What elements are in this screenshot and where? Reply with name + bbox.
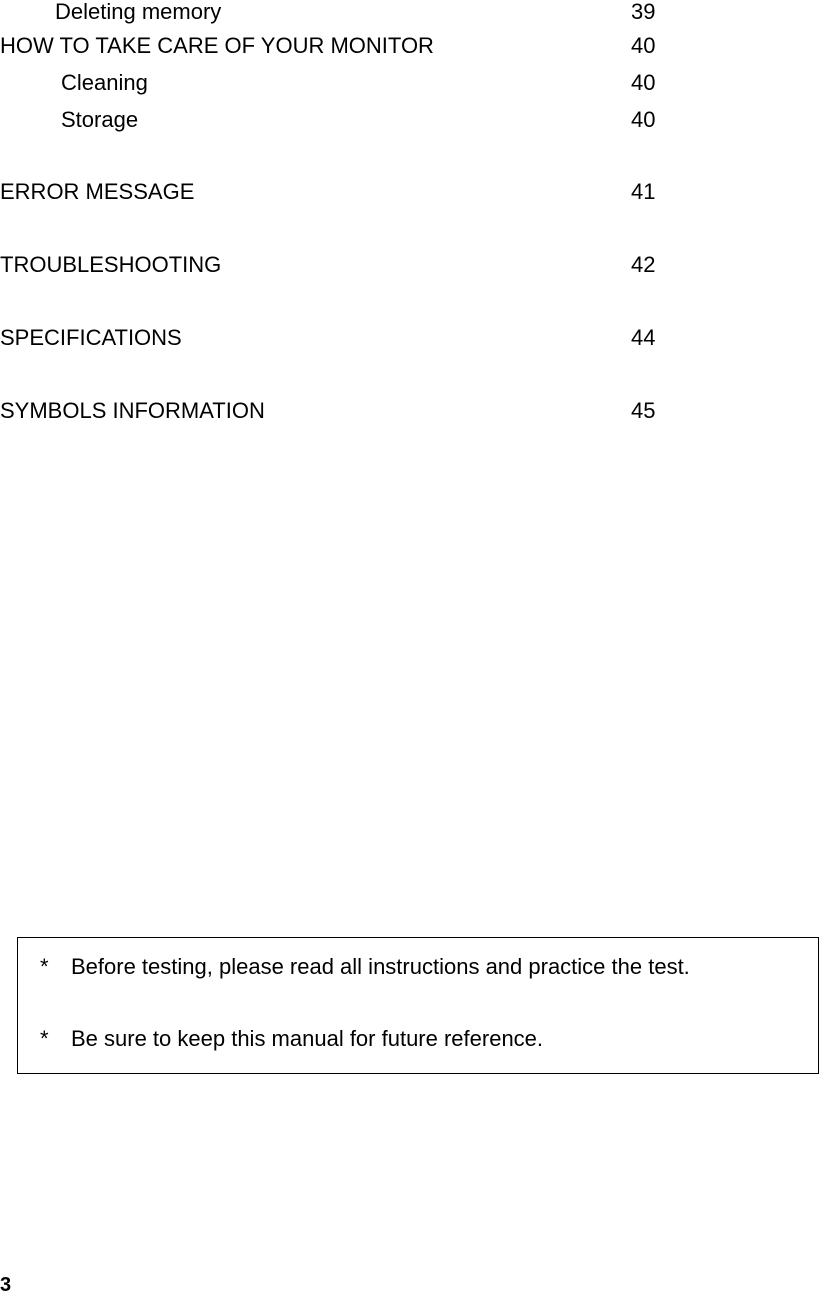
toc-entry-specifications[interactable] [0, 324, 700, 352]
toc-entry-page: 40 [631, 33, 656, 58]
toc-entry-page: 40 [631, 107, 656, 132]
toc-entry-label: Storage [61, 107, 139, 132]
toc-entry-symbols-information[interactable] [0, 397, 700, 425]
toc-entry-page: 39 [631, 0, 656, 24]
notice-bullet: * [40, 954, 49, 979]
toc-entry-label: SPECIFICATIONS [0, 325, 182, 350]
toc-entry-troubleshooting[interactable] [0, 251, 700, 279]
notice-text: Before testing, please read all instructions and practice the test. [71, 954, 690, 979]
notice-bullet: * [40, 1026, 49, 1051]
toc-entry-label: SYMBOLS INFORMATION [0, 398, 265, 423]
toc-entry-error-message[interactable] [0, 178, 700, 206]
notice-item [40, 953, 690, 981]
notice-item [40, 1025, 543, 1053]
toc-entry-cleaning[interactable] [0, 69, 700, 97]
toc-entry-page: 40 [631, 70, 656, 95]
toc-entry-page: 44 [631, 325, 656, 350]
toc-entry-page: 42 [631, 252, 656, 277]
page-number: 3 [0, 1274, 12, 1296]
toc-entry-label: Deleting memory [55, 0, 222, 24]
toc-entry-how-to-take-care[interactable] [0, 32, 700, 60]
toc-entry-label: Cleaning [61, 70, 148, 95]
toc-entry-deleting-memory[interactable] [0, 0, 700, 26]
notice-text: Be sure to keep this manual for future reference. [71, 1026, 544, 1051]
toc-entry-label: ERROR MESSAGE [0, 179, 195, 204]
toc-entry-page: 45 [631, 398, 656, 423]
notice-box [17, 937, 819, 1074]
toc-entry-page: 41 [631, 179, 656, 204]
toc-entry-label: HOW TO TAKE CARE OF YOUR MONITOR [0, 33, 434, 58]
toc-entry-label: TROUBLESHOOTING [0, 252, 222, 277]
toc-entry-storage[interactable] [0, 106, 700, 134]
